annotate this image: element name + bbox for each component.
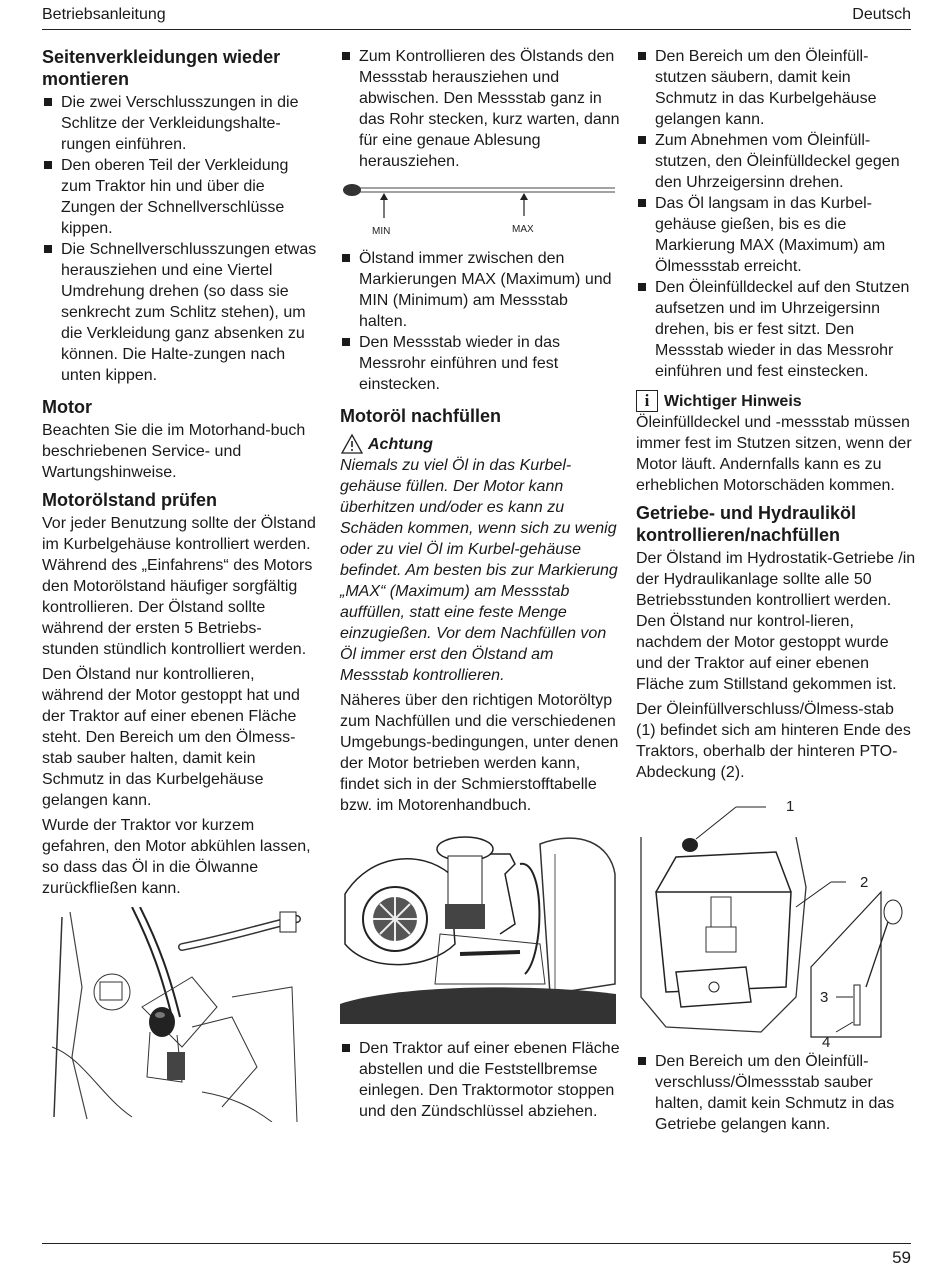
column-1 (42, 46, 318, 1122)
achtung-text: Niemals zu viel Öl in das Kurbel-gehäuse füllen. Der Motor kann überhitzen und/oder es kann zu Schäden kommen, wenn sich zu wenig oder zu viel Öl im Kurbel-gehäuse befindet. Am besten bis zur Markierung „MAX“ (Maximum) am Messstab auffüllen, statt eine feste Menge einzugießen. Vor dem Nachfüllen von Öl immer erst den Ölstand am Messstab kontrollieren. (340, 457, 618, 684)
list-item: Zum Abnehmen vom Öleinfüll-stutzen, den Öleinfülldeckel gegen den Uhrzeigersinn drehen. (636, 130, 916, 193)
heading-oelstand: Motorölstand prüfen (42, 490, 217, 510)
list-item: Den Bereich um den Öleinfüll-verschluss/Ölmessstab sauber halten, damit kein Schmutz in das Getriebe gelangen kann. (636, 1051, 916, 1135)
getriebe-steps (636, 1051, 916, 1135)
list-item: Das Öl langsam in das Kurbel-gehäuse gießen, bis es die Markierung MAX (Maximum) am Ölmessstab erreicht. (636, 193, 916, 277)
oeltyp-paragraph: Näheres über den richtigen Motoröltyp zum Nachfüllen und die verschiedenen Umgebungs-bedingungen, unter denen der Motor betrieben werden kann, findet sich in der Schmierstofftabelle bzw. im Motorenhandbuch. (340, 692, 619, 814)
list-item: Den Messstab wieder in das Messrohr einführen und fest einstecken. (340, 332, 620, 395)
callout-4: 4 (822, 1034, 831, 1051)
list-item: Zum Kontrollieren des Ölstands den Messstab herausziehen und abwischen. Den Messstab ganz in das Rohr stecken, kurz warten, dann für eine genaue Ablesung herausziehen. (340, 46, 620, 172)
seiten-steps (42, 92, 318, 386)
column-3 (636, 46, 916, 1135)
callout-3: 3 (820, 989, 829, 1006)
dipstick-steps (340, 46, 620, 172)
getriebe-paragraph-2: Der Öleinfüllverschluss/Ölmess-stab (1) befindet sich am hinteren Ende des Traktors, oberhalb der hinteren PTO-Abdeckung (2). (636, 701, 911, 781)
list-item: Den Öleinfülldeckel auf den Stutzen aufsetzen und im Uhrzeigersinn drehen, bis er fest sitzt. Den Messstab wieder in das Messrohr einführen und fest einstecken. (636, 277, 916, 382)
list-item: Die Schnellverschlusszungen etwas herausziehen und eine Viertel Umdrehung drehen (so dass sie senkrecht zum Schlitz stehen), um die Verkleidung ganz absenken zu können. Die Halte-zungen nach unten kippen. (42, 239, 318, 386)
fill-steps (636, 46, 916, 382)
dipstick-diagram (340, 180, 620, 242)
callout-2: 2 (860, 874, 869, 891)
column-2 (340, 46, 620, 1122)
achtung-title (340, 433, 620, 455)
min-label: MIN (372, 226, 391, 237)
hinweis-text: Öleinfülldeckel und -messstab müssen immer fest im Stutzen sitzen, wenn der Motor läuft. Andernfalls kann es zu erheblichen Motorschäden kommen. (636, 414, 912, 494)
header-title: Betriebsanleitung (42, 6, 166, 23)
header-language: Deutsch (852, 6, 911, 23)
level-steps (340, 248, 620, 395)
heading-getriebe: Getriebe- und Hydrauliköl kontrollieren/nachfüllen (636, 503, 857, 545)
oelstand-paragraph-1: Vor jeder Benutzung sollte der Ölstand im Kurbelgehäuse kontrolliert werden. Während des „Einfahrens“ des Motors den Motorölstand häufiger sorgfältig kontrollieren. Der Ölstand sollte während der ersten 5 Betriebs-stunden stündlich kontrolliert werden. (42, 515, 316, 658)
oelstand-paragraph-3: Wurde der Traktor vor kurzem gefahren, den Motor abkühlen lassen, so dass das Öl in die Ölwanne zurückfließen kann. (42, 817, 311, 897)
list-item: Ölstand immer zwischen den Markierungen MAX (Maximum) und MIN (Minimum) am Messstab halten. (340, 248, 620, 332)
motor-text: Beachten Sie die im Motorhand-buch beschriebenen Service- und Wartungshinweise. (42, 422, 306, 481)
max-label: MAX (512, 224, 534, 235)
hinweis-label: Wichtiger Hinweis (664, 392, 802, 410)
park-steps (340, 1038, 620, 1122)
callout-1: 1 (786, 798, 795, 815)
header-rule (42, 29, 911, 30)
getriebe-paragraph-1: Der Ölstand im Hydrostatik-Getriebe /in der Hydraulikanlage sollte alle 50 Betriebsstunden kontrolliert werden. Den Ölstand nur kontrol-lieren, nachdem der Motor gestoppt wurde und der Traktor auf einer ebenen Fläche zum Stillstand gekommen ist. (636, 550, 916, 693)
engine-dipstick-photo (42, 907, 302, 1122)
page-number: 59 (892, 1248, 911, 1267)
warning-icon (340, 433, 364, 455)
transmission-filler-diagram (636, 797, 906, 1059)
oelstand-paragraph-2: Den Ölstand nur kontrollieren, während der Motor gestoppt hat und der Traktor auf einer ebenen Fläche steht. Den Bereich um den Ölmess-stab sauber halten, damit kein Schmutz in das Kurbelgehäuse gelangen kann. (42, 666, 300, 809)
list-item: Den oberen Teil der Verkleidung zum Traktor hin und über die Zungen der Schnellverschlüsse kippen. (42, 155, 318, 239)
heading-seitenverkleidungen: Seitenverkleidungen wieder montieren (42, 47, 281, 89)
footer-rule (42, 1243, 911, 1244)
heading-nachfuellen: Motoröl nachfüllen (340, 406, 501, 426)
list-item: Den Traktor auf einer ebenen Fläche abstellen und die Feststellbremse einlegen. Den Traktormotor stoppen und den Zündschlüssel abziehen. (340, 1038, 620, 1122)
engine-oil-filler-photo (340, 834, 616, 1024)
heading-motor: Motor (42, 397, 92, 417)
list-item: Die zwei Verschlusszungen in die Schlitze der Verkleidungshalte-rungen einführen. (42, 92, 318, 155)
info-icon: i (636, 390, 658, 412)
list-item: Den Bereich um den Öleinfüll-stutzen säubern, damit kein Schmutz in das Kurbelgehäuse gelangen kann. (636, 46, 916, 130)
page-header (42, 6, 911, 28)
hinweis-title (636, 390, 916, 412)
achtung-label: Achtung (368, 435, 433, 453)
